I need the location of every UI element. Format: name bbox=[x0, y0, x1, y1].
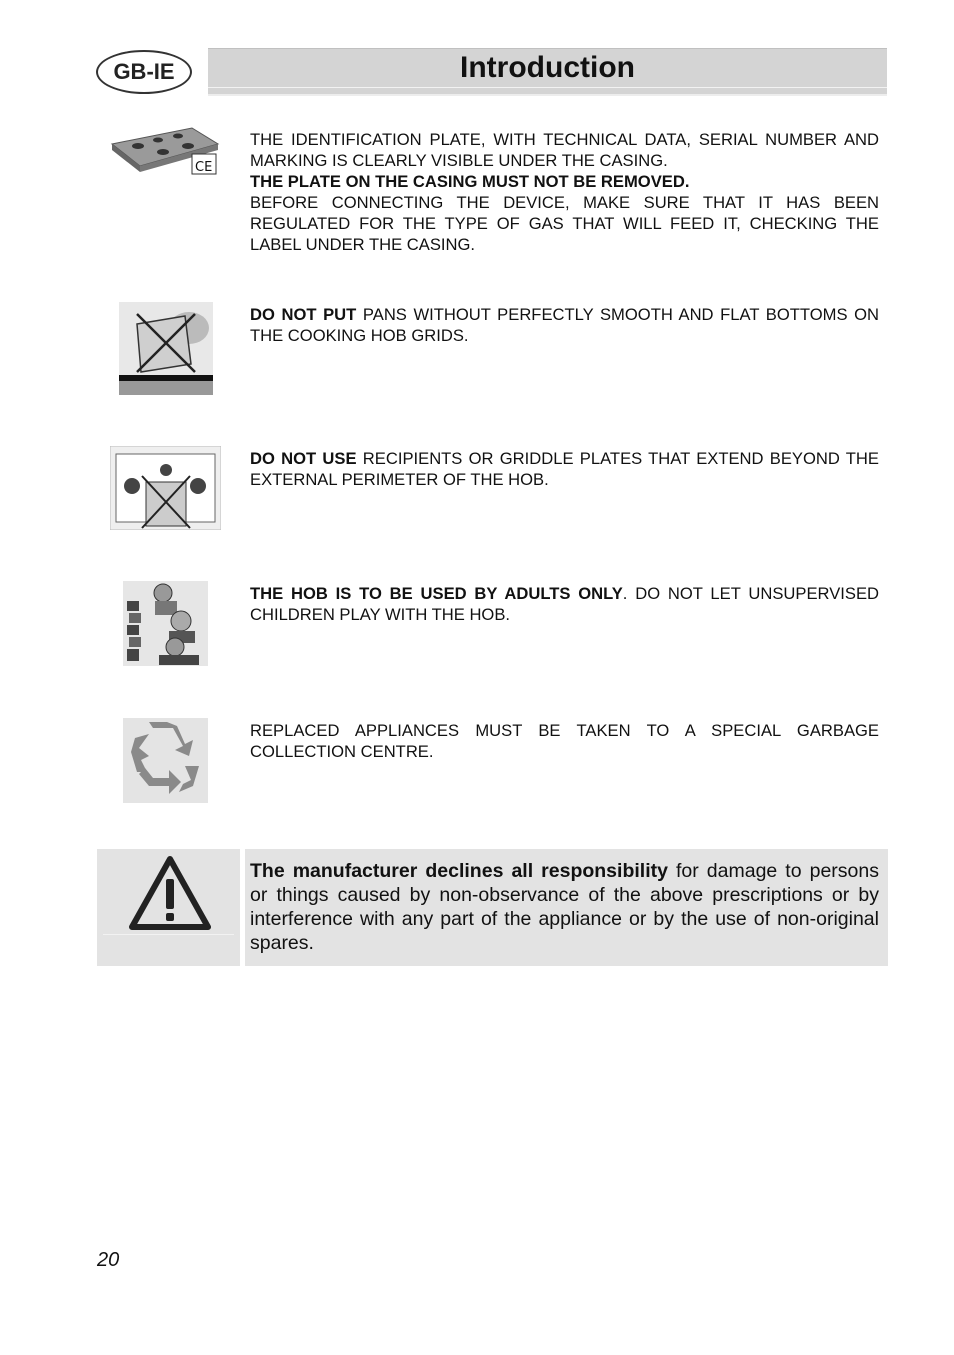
section-text bbox=[250, 583, 879, 625]
gas-paragraph: BEFORE CONNECTING THE DEVICE, MAKE SURE THAT IT HAS BEEN REGULATED FOR THE TYPE OF GAS THAT WILL FEED IT, CHECKING THE LABEL UNDER THE CASING. bbox=[250, 193, 879, 254]
children-icon bbox=[123, 581, 208, 666]
section-griddle bbox=[96, 446, 886, 530]
bold-lead: DO NOT USE bbox=[250, 449, 357, 468]
body-text: PANS WITHOUT PERFECTLY SMOOTH AND FLAT BOTTOMS ON THE COOKING HOB GRIDS. bbox=[250, 305, 880, 345]
section-text bbox=[250, 304, 879, 346]
section-pans bbox=[96, 302, 886, 396]
section-recycling bbox=[96, 718, 886, 804]
section-children bbox=[96, 581, 886, 667]
bold-lead: DO NOT PUT bbox=[250, 305, 357, 324]
body-text: REPLACED APPLIANCES MUST BE TAKEN TO A SPECIAL GARBAGE COLLECTION CENTRE. bbox=[250, 721, 879, 761]
section-text bbox=[250, 720, 879, 762]
title-bar bbox=[208, 48, 887, 96]
body-text: RECIPIENTS OR GRIDDLE PLATES THAT EXTEND BEYOND THE EXTERNAL PERIMETER OF THE HOB. bbox=[250, 449, 879, 489]
plate-warning: THE PLATE ON THE CASING MUST NOT BE REMOVED. bbox=[250, 172, 690, 191]
bold-lead: THE HOB IS TO BE USED BY ADULTS ONLY bbox=[250, 584, 623, 603]
section-text bbox=[250, 129, 879, 255]
hob-plate-icon bbox=[108, 126, 222, 178]
body-text: for damage to persons or things caused by non-observance of the above prescriptions or by interference with any part of the appliance or by the use of non-original spares. bbox=[250, 860, 879, 954]
country-badge: GB-IE bbox=[96, 50, 192, 94]
body-text: . DO NOT LET UNSUPERVISED CHILDREN PLAY WITH THE HOB. bbox=[250, 584, 879, 624]
warning-triangle-icon bbox=[128, 855, 212, 931]
crossed-griddle-icon bbox=[110, 446, 221, 530]
page-number: 20 bbox=[97, 1249, 120, 1271]
recycle-icon bbox=[123, 718, 208, 803]
svg-text:CE: CE bbox=[195, 160, 213, 175]
section-text bbox=[250, 448, 879, 490]
responsibility-notice bbox=[97, 849, 888, 966]
warning-text-panel bbox=[245, 849, 888, 966]
plate-paragraph: THE IDENTIFICATION PLATE, WITH TECHNICAL DATA, SERIAL NUMBER AND MARKING IS CLEARLY VISIBLE UNDER THE CASING. bbox=[250, 130, 879, 170]
warning-icon-panel bbox=[97, 849, 240, 966]
bold-lead: The manufacturer declines all responsibility bbox=[250, 860, 668, 882]
warning-text bbox=[250, 859, 879, 955]
page-title: Introduction bbox=[460, 51, 635, 84]
section-identification-plate bbox=[96, 126, 886, 266]
crossed-pan-icon bbox=[119, 302, 213, 395]
